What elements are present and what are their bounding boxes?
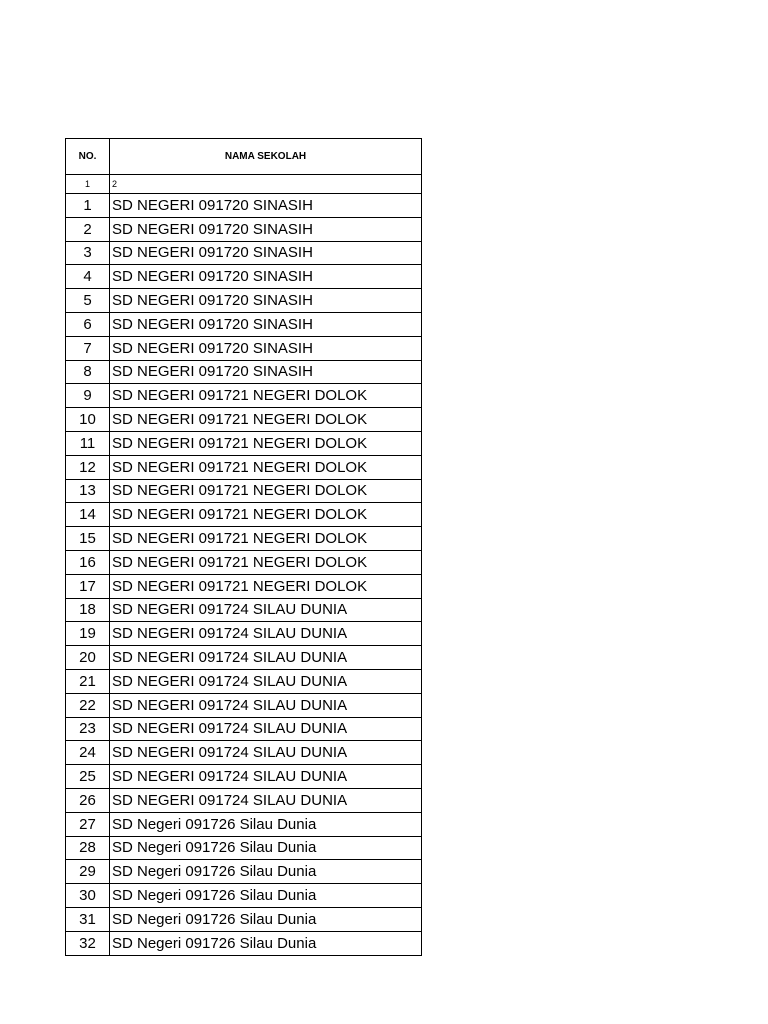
- school-name: SD NEGERI 091724 SILAU DUNIA: [110, 788, 422, 812]
- table-row: [66, 503, 422, 527]
- school-name: SD NEGERI 091721 NEGERI DOLOK: [110, 479, 422, 503]
- school-name: SD NEGERI 091720 SINASIH: [110, 289, 422, 313]
- school-name: SD NEGERI 091721 NEGERI DOLOK: [110, 574, 422, 598]
- table-row: [66, 717, 422, 741]
- school-name: SD Negeri 091726 Silau Dunia: [110, 931, 422, 955]
- table-row: [66, 812, 422, 836]
- row-number: 24: [66, 741, 110, 765]
- school-name: SD NEGERI 091724 SILAU DUNIA: [110, 693, 422, 717]
- school-name: SD NEGERI 091724 SILAU DUNIA: [110, 669, 422, 693]
- row-number: 27: [66, 812, 110, 836]
- table-row: [66, 455, 422, 479]
- school-name: SD NEGERI 091724 SILAU DUNIA: [110, 717, 422, 741]
- header-school-name: NAMA SEKOLAH: [110, 139, 422, 175]
- school-name: SD NEGERI 091721 NEGERI DOLOK: [110, 503, 422, 527]
- column-index-name: 2: [110, 175, 422, 194]
- row-number: 19: [66, 622, 110, 646]
- table-row: [66, 289, 422, 313]
- school-name: SD Negeri 091726 Silau Dunia: [110, 812, 422, 836]
- row-number: 29: [66, 860, 110, 884]
- column-index-no: 1: [66, 175, 110, 194]
- row-number: 9: [66, 384, 110, 408]
- school-name: SD NEGERI 091720 SINASIH: [110, 336, 422, 360]
- table-row: [66, 741, 422, 765]
- row-number: 30: [66, 884, 110, 908]
- table-row: [66, 788, 422, 812]
- table-row: [66, 431, 422, 455]
- table-row: [66, 622, 422, 646]
- row-number: 8: [66, 360, 110, 384]
- school-name: SD Negeri 091726 Silau Dunia: [110, 907, 422, 931]
- table-row: [66, 265, 422, 289]
- school-name: SD NEGERI 091721 NEGERI DOLOK: [110, 527, 422, 551]
- table-row: [66, 194, 422, 218]
- table-row: [66, 646, 422, 670]
- row-number: 7: [66, 336, 110, 360]
- table-row: [66, 241, 422, 265]
- school-name: SD NEGERI 091720 SINASIH: [110, 312, 422, 336]
- table-row: [66, 312, 422, 336]
- school-name: SD NEGERI 091720 SINASIH: [110, 241, 422, 265]
- row-number: 11: [66, 431, 110, 455]
- school-name: SD NEGERI 091724 SILAU DUNIA: [110, 622, 422, 646]
- row-number: 4: [66, 265, 110, 289]
- column-index-row: [66, 175, 422, 194]
- table-row: [66, 860, 422, 884]
- row-number: 32: [66, 931, 110, 955]
- school-name: SD NEGERI 091721 NEGERI DOLOK: [110, 550, 422, 574]
- table-row: [66, 360, 422, 384]
- row-number: 2: [66, 217, 110, 241]
- row-number: 16: [66, 550, 110, 574]
- row-number: 3: [66, 241, 110, 265]
- row-number: 20: [66, 646, 110, 670]
- table-header-row: [66, 139, 422, 175]
- row-number: 14: [66, 503, 110, 527]
- table-row: [66, 693, 422, 717]
- row-number: 1: [66, 194, 110, 218]
- table-row: [66, 336, 422, 360]
- table-row: [66, 765, 422, 789]
- row-number: 6: [66, 312, 110, 336]
- row-number: 22: [66, 693, 110, 717]
- table-row: [66, 931, 422, 955]
- table-row: [66, 598, 422, 622]
- table-row: [66, 574, 422, 598]
- school-name: SD NEGERI 091724 SILAU DUNIA: [110, 765, 422, 789]
- table-row: [66, 550, 422, 574]
- school-name: SD NEGERI 091721 NEGERI DOLOK: [110, 384, 422, 408]
- row-number: 21: [66, 669, 110, 693]
- table-row: [66, 479, 422, 503]
- row-number: 12: [66, 455, 110, 479]
- school-name: SD NEGERI 091721 NEGERI DOLOK: [110, 408, 422, 432]
- table-row: [66, 884, 422, 908]
- school-name: SD NEGERI 091720 SINASIH: [110, 194, 422, 218]
- table-body: [66, 175, 422, 956]
- row-number: 17: [66, 574, 110, 598]
- row-number: 10: [66, 408, 110, 432]
- table-row: [66, 907, 422, 931]
- school-name: SD NEGERI 091724 SILAU DUNIA: [110, 646, 422, 670]
- school-name: SD NEGERI 091720 SINASIH: [110, 217, 422, 241]
- table-row: [66, 836, 422, 860]
- table-row: [66, 527, 422, 551]
- row-number: 15: [66, 527, 110, 551]
- row-number: 5: [66, 289, 110, 313]
- school-name: SD NEGERI 091724 SILAU DUNIA: [110, 741, 422, 765]
- school-name: SD NEGERI 091724 SILAU DUNIA: [110, 598, 422, 622]
- school-name: SD Negeri 091726 Silau Dunia: [110, 884, 422, 908]
- school-name: SD NEGERI 091720 SINASIH: [110, 360, 422, 384]
- table-row: [66, 669, 422, 693]
- row-number: 28: [66, 836, 110, 860]
- school-name: SD NEGERI 091720 SINASIH: [110, 265, 422, 289]
- row-number: 13: [66, 479, 110, 503]
- row-number: 26: [66, 788, 110, 812]
- row-number: 31: [66, 907, 110, 931]
- school-name: SD Negeri 091726 Silau Dunia: [110, 860, 422, 884]
- school-name: SD NEGERI 091721 NEGERI DOLOK: [110, 455, 422, 479]
- header-no: NO.: [66, 139, 110, 175]
- row-number: 25: [66, 765, 110, 789]
- row-number: 23: [66, 717, 110, 741]
- table-row: [66, 217, 422, 241]
- school-name: SD Negeri 091726 Silau Dunia: [110, 836, 422, 860]
- school-name: SD NEGERI 091721 NEGERI DOLOK: [110, 431, 422, 455]
- row-number: 18: [66, 598, 110, 622]
- school-list-table: [65, 138, 422, 956]
- table-row: [66, 408, 422, 432]
- table-row: [66, 384, 422, 408]
